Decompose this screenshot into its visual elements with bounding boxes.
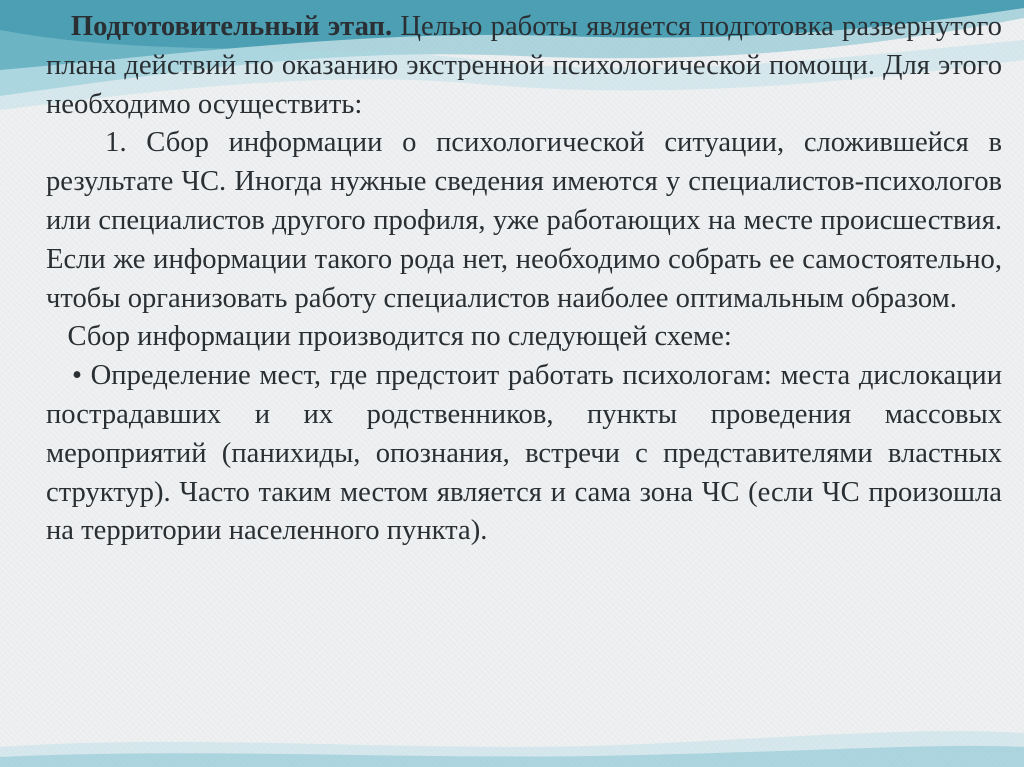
bullet-item-1-text: Определение мест, где предстоит работать психологам: места дислокации пострадавших и их родственников, пункты проведения массовых мероприятий (панихиды, опознания, встречи с представителями властных структур). Часто таким местом является и сама зона ЧС (если ЧС произошла на территории населенного пункта).	[46, 360, 1002, 547]
scheme-intro	[46, 318, 1002, 357]
bottom-wave-decoration	[0, 697, 1024, 767]
list-item-1	[46, 124, 1002, 318]
scheme-intro-text: Сбор информации производится по следующей схеме:	[67, 321, 732, 353]
list-item-1-number: 1.	[105, 127, 127, 159]
list-item-1-text: Сбор информации о психологической ситуации, сложившейся в результате ЧС. Иногда нужные сведения имеются у специалистов-психологов или специалистов другого профиля, уже работающих на месте происшествия. Если же информации такого рода нет, необходимо собрать ее самостоятельно, чтобы организовать работу специалистов наиболее оптимальным образом.	[46, 127, 1002, 314]
bullet-icon: •	[71, 360, 82, 392]
intro-paragraph	[46, 8, 1002, 124]
slide-body	[46, 8, 1002, 551]
intro-lead: Подготовительный этап.	[70, 11, 393, 42]
intro-text: Целью работы является подготовка развернутого плана действий по оказанию экстренной психологической помощи. Для этого необходимо осуществить:	[46, 11, 1002, 120]
bullet-item-1	[46, 357, 1002, 551]
